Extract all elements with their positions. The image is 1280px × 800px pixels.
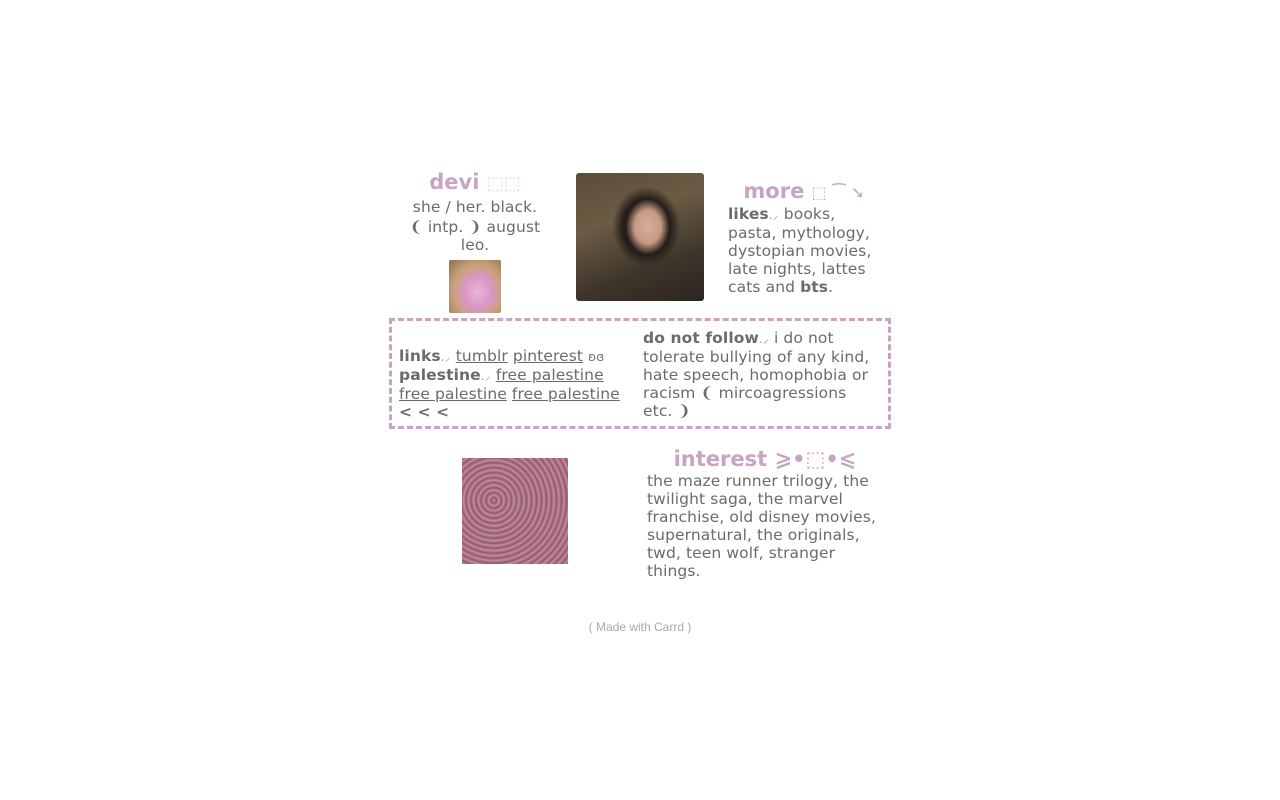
free-palestine-link-1[interactable]: free palestine	[495, 366, 604, 384]
name-text: devi	[429, 170, 480, 194]
name-glyph-icon: ⬚⬚	[486, 173, 521, 194]
free-palestine-link-3[interactable]: free palestine	[511, 385, 620, 403]
links-label: links	[399, 347, 441, 365]
links-sep: .⸝	[440, 350, 451, 364]
likes-end: .	[828, 278, 834, 296]
links-block	[399, 347, 637, 421]
free-palestine-link-2[interactable]: free palestine	[399, 385, 507, 403]
likes-text	[728, 205, 888, 296]
pronouns-text: she / her. black.	[412, 198, 538, 216]
bread-image	[449, 260, 501, 313]
likes-bts: bts	[800, 278, 829, 296]
about-title	[404, 170, 546, 196]
palestine-label: palestine	[399, 366, 481, 384]
sign-text: ❨ intp. ❩ august leo.	[409, 218, 541, 254]
more-section	[728, 179, 888, 296]
interest-text: the maze runner trilogy, the twilight saga, the marvel franchise, old disney movies, supernatural, the originals, twd, teen wolf, stranger things.	[647, 472, 877, 580]
tumblr-link[interactable]: tumblr	[455, 347, 508, 365]
more-title-text: more	[743, 179, 805, 203]
pinterest-link[interactable]: pinterest	[512, 347, 584, 365]
dnf-sep: .⸝	[758, 332, 769, 346]
likes-sep: .⸝	[768, 208, 779, 222]
portrait-image	[576, 173, 704, 301]
dnf-text: i do not tolerate bullying of any kind, hate speech, homophobia or racism ❨ mircoagressions etc. ❩	[643, 329, 870, 420]
likes-list: books, pasta, mythology, dystopian movies, late nights, lattes cats and	[728, 205, 872, 296]
likes-label: likes	[728, 205, 769, 223]
dashed-info-box	[389, 318, 891, 429]
made-with-carrd-link[interactable]: ( Made with Carrd )	[588, 620, 692, 634]
about-section	[404, 170, 546, 313]
do-not-follow-block	[643, 329, 879, 420]
dnf-label: do not follow	[643, 329, 759, 347]
interest-title: interest ⩾•⬚•⩽	[673, 447, 857, 471]
arrows-text: < < <	[399, 403, 450, 421]
interest-section	[647, 447, 883, 580]
palestine-sep: .⸝	[480, 369, 491, 383]
butterfly-icon: ʚɞ	[588, 350, 605, 364]
more-title	[728, 179, 880, 205]
petals-car-image	[462, 458, 568, 564]
more-glyph-icon: ⬚ ⁀ ➘	[811, 183, 865, 202]
